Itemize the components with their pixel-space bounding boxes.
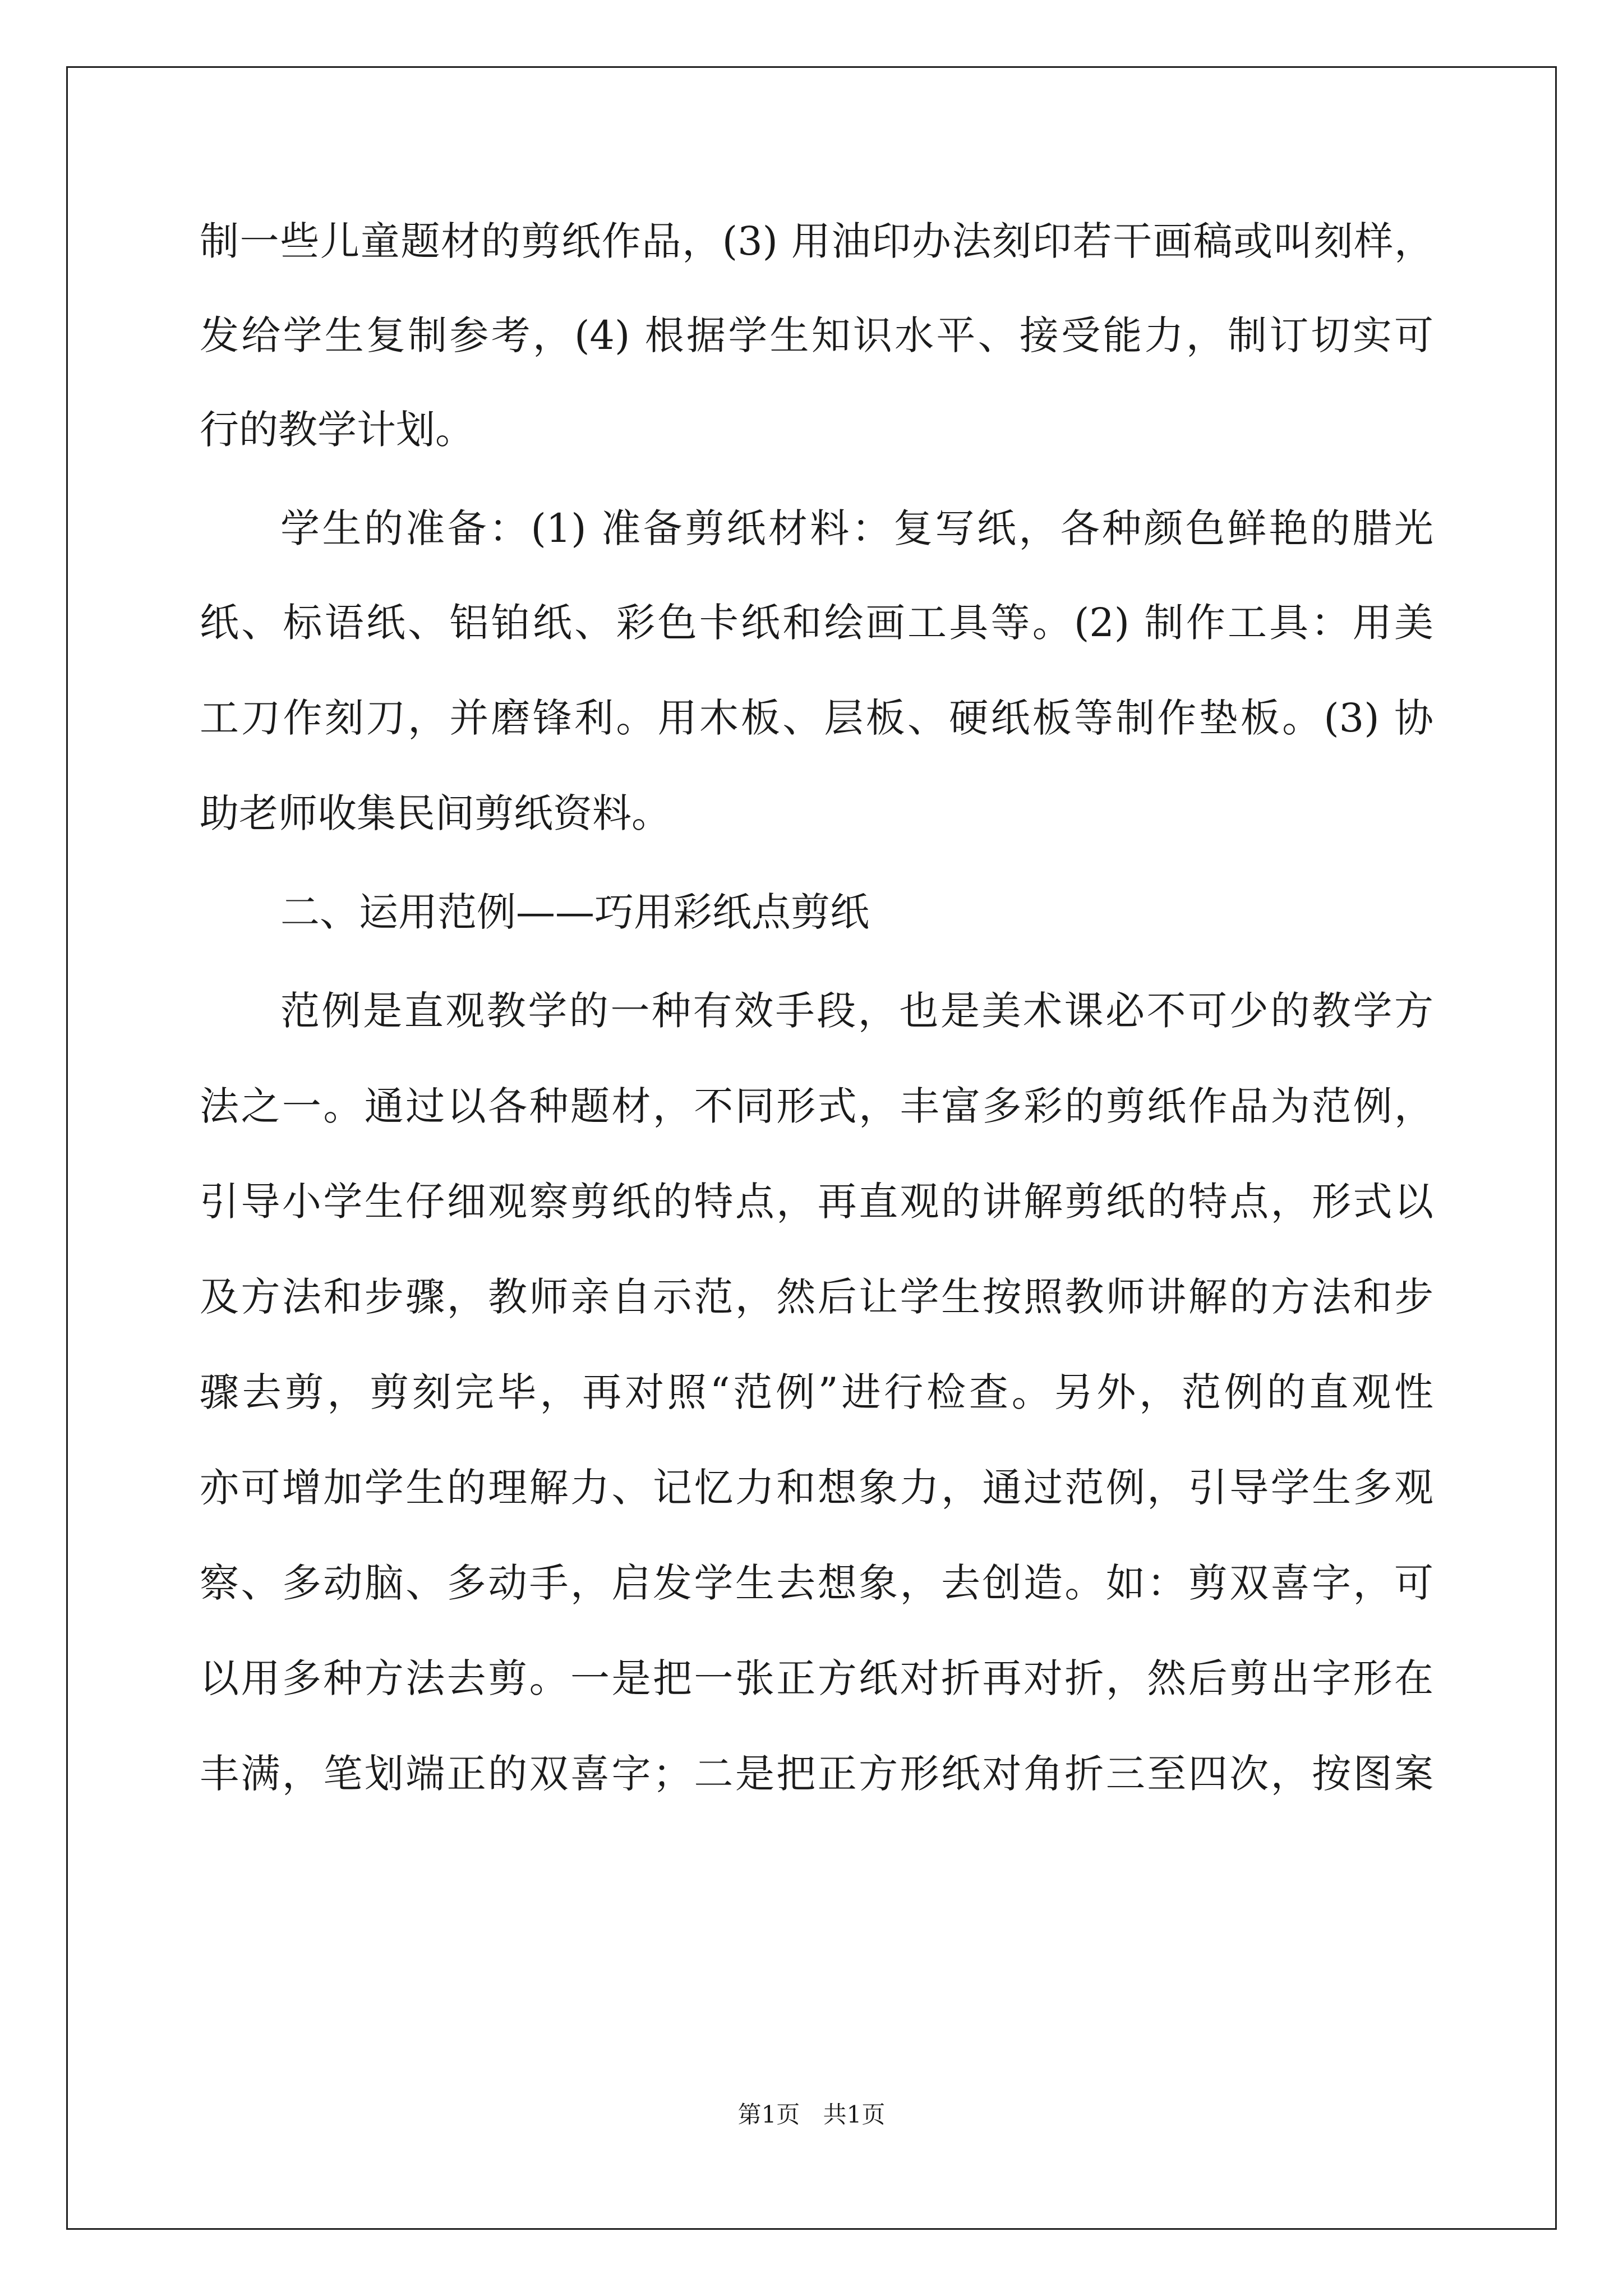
page-total: 共1页 <box>823 2101 886 2128</box>
text-line: 助老师收集民间剪纸资料。 <box>200 790 671 836</box>
text-line: 法之一。通过以各种题材，不同形式，丰富多彩的剪纸作品为范例， <box>200 1083 1433 1129</box>
paragraph-start-line: 学生的准备：(1) 准备剪纸材料：复写纸，各种颜色鲜艳的腊光 <box>280 505 1433 551</box>
text-line: 以用多种方法去剪。一是把一张正方纸对折再对折，然后剪出字形在 <box>200 1655 1433 1701</box>
text-line: 察、多动脑、多动手，启发学生去想象，去创造。如：剪双喜字，可 <box>200 1560 1433 1606</box>
text-line: 及方法和步骤，教师亲自示范，然后让学生按照教师讲解的方法和步 <box>200 1274 1433 1320</box>
page-footer <box>0 2098 1623 2132</box>
text-line: 引导小学生仔细观察剪纸的特点，再直观的讲解剪纸的特点，形式以 <box>200 1179 1433 1225</box>
text-line: 发给学生复制参考，(4) 根据学生知识水平、接受能力，制订切实可 <box>200 312 1433 358</box>
page-number: 第1页 <box>737 2101 800 2128</box>
text-line: 骤去剪，剪刻完毕，再对照“范例”进行检查。另外，范例的直观性 <box>200 1369 1433 1415</box>
text-line: 工刀作刻刀，并磨锋利。用木板、层板、硬纸板等制作垫板。(3) 协 <box>200 695 1433 741</box>
paragraph-start-line: 范例是直观教学的一种有效手段，也是美术课必不可少的教学方 <box>280 988 1433 1034</box>
text-line: 丰满，笔划端正的双喜字；二是把正方形纸对角折三至四次，按图案 <box>200 1751 1433 1797</box>
text-line: 制一些儿童题材的剪纸作品，(3) 用油印办法刻印若干画稿或叫刻样， <box>200 218 1433 264</box>
text-line: 纸、标语纸、铝铂纸、彩色卡纸和绘画工具等。(2) 制作工具：用美 <box>200 600 1433 646</box>
section-heading: 二、运用范例——巧用彩纸点剪纸 <box>280 889 869 935</box>
text-line: 行的教学计划。 <box>200 407 474 453</box>
page-border <box>66 66 1557 2230</box>
text-line: 亦可增加学生的理解力、记忆力和想象力，通过范例，引导学生多观 <box>200 1465 1433 1511</box>
